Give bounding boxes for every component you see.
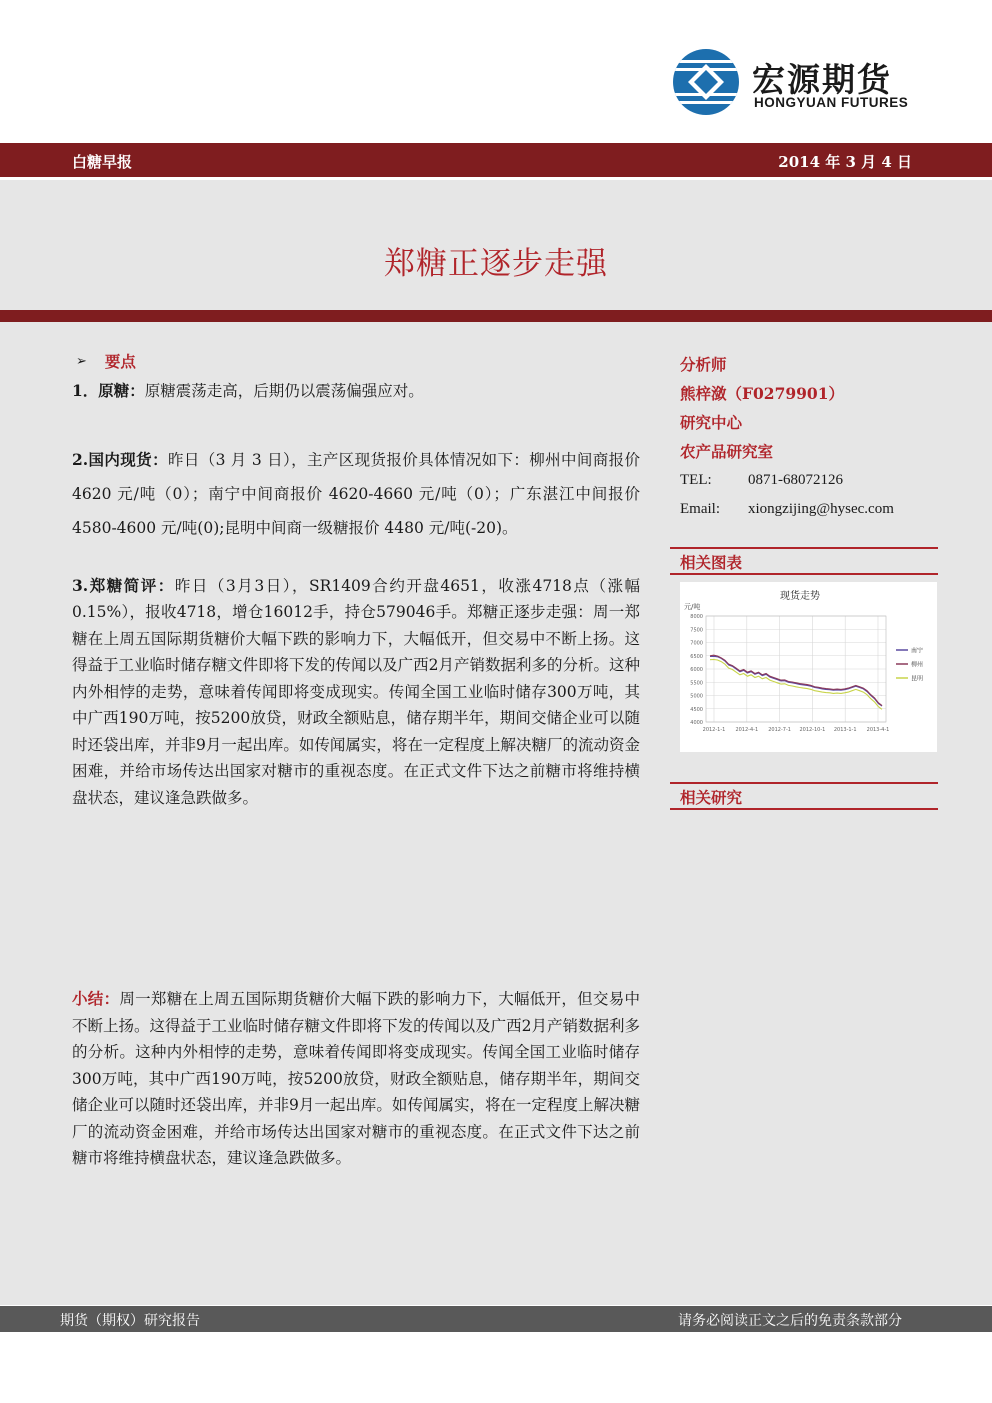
spot-price-chart: [680, 582, 937, 752]
email-label: Email:: [680, 501, 720, 517]
chart-y-tick-label: 7500: [690, 627, 703, 634]
chart-x-tick-label: 2012-1-1: [702, 727, 726, 733]
related-research-heading: [670, 782, 938, 810]
chart-legend-label: 南宁: [911, 647, 924, 655]
chart-y-tick-label: 6500: [690, 653, 703, 660]
key-points-label: 要点: [104, 352, 136, 372]
chart-y-tick-label: 5500: [690, 680, 703, 687]
header-bar: [0, 143, 992, 177]
report-title: 郑糖正逐步走强: [384, 246, 608, 282]
related-charts-heading: [670, 547, 938, 575]
chart-series-line: [710, 655, 882, 705]
company-logo: [672, 48, 932, 118]
report-page: [0, 180, 992, 1305]
paragraph-raw-sugar: [72, 378, 640, 405]
footer-report-type: 期货（期权）研究报告: [60, 1313, 200, 1329]
chart-y-tick-label: 6000: [690, 667, 703, 673]
chart-legend-label: 柳州: [911, 661, 924, 669]
summary-paragraph: [72, 986, 640, 1172]
paragraph-text: 昨日（3月3日），SR1409合约开盘4651，收涨4718点（涨幅0.15%），报收4718，增仓16012手，持仓579046手。郑糖正逐步走强：周一郑糖在上周五国际期货糖价大幅下跌的影响力下，大幅低开，但交易中不断上扬。这得益于工业临时储存糖文件即将下发的传闻以及广西2月产销数据利多的分析。这种内外相悖的走势，意味着传闻即将变成现实。传闻全国工业临时储存300万吨，其中广西190万吨，按5200放贷，财政全额贴息，储存期半年，期间交储企业可以随时还袋出库，并非9月一起出库。如传闻属实，将在一定程度上解决糖厂的流动资金困难，并给市场传达出国家对糖市的重视态度。在正式文件下达之前糖市将维持横盘状态，建议逢急跌做多。: [72, 576, 640, 807]
analyst-info: [680, 350, 938, 524]
chart-y-tick-label: 5000: [690, 693, 703, 700]
paragraph-zhengzhou-comment: [72, 573, 640, 812]
chart-y-axis-label: 元/吨: [684, 603, 701, 611]
paragraph-domestic-spot: [72, 443, 640, 545]
chart-y-tick-label: 4000: [690, 720, 703, 726]
key-points-heading: [72, 350, 640, 374]
chart-y-tick-label: 4500: [690, 706, 703, 713]
related-research-label: 相关研究: [680, 788, 743, 807]
email-value[interactable]: xiongzijing@hysec.com: [748, 501, 894, 517]
logo-name-cn: 宏源期货: [752, 60, 892, 99]
footer-bar: [0, 1306, 992, 1332]
chart-x-tick-label: 2013-4-1: [866, 727, 890, 733]
title-divider: [0, 310, 992, 322]
department-research-center: 研究中心: [680, 413, 743, 432]
tel-label: TEL:: [680, 472, 712, 488]
paragraph-text: 昨日（3 月 3 日），主产区现货报价具体情况如下：柳州中间商报价 4620 元/吨（0）；南宁中间商报价 4620-4660 元/吨（0）；广东湛江中间报价 4580-4600 元/吨(0);昆明中间商一级糖报价 4480 元/吨(-20)。: [72, 450, 640, 537]
related-charts-label: 相关图表: [680, 553, 743, 572]
chart-title: 现货走势: [780, 591, 820, 602]
report-date: 2014 年 3 月 4 日: [778, 153, 912, 171]
chart-x-tick-label: 2012-7-1: [768, 727, 791, 733]
chart-legend-label: 昆明: [911, 675, 924, 683]
summary-label: 小结：: [72, 989, 120, 1008]
paragraph-label: 3.郑糖简评：: [72, 575, 175, 595]
chart-y-tick-label: 8000: [690, 614, 703, 620]
paragraph-label: 2.国内现货：: [72, 449, 168, 469]
tel-line: [680, 466, 938, 495]
chart-x-tick-label: 2012-10-1: [799, 727, 826, 733]
footer-disclaimer[interactable]: 请务必阅读正文之后的免责条款部分: [678, 1313, 902, 1329]
chart-x-tick-label: 2013-1-1: [833, 727, 857, 733]
department-agri-research: 农产品研究室: [680, 442, 774, 461]
report-type: 白糖早报: [72, 153, 133, 171]
chart-x-tick-label: 2012-4-1: [735, 727, 759, 733]
analyst-heading: 分析师: [680, 355, 727, 374]
chart-series-line: [710, 656, 882, 706]
chart-svg: [680, 582, 937, 752]
analyst-name: 熊梓潋（F0279901）: [680, 384, 844, 403]
email-line: [680, 495, 938, 524]
main-content: [72, 350, 640, 811]
hongyuan-logo-icon: [672, 48, 740, 116]
chart-y-tick-label: 7000: [690, 640, 703, 647]
paragraph-text: 原糖震荡走高，后期仍以震荡偏强应对。: [144, 382, 424, 400]
chart-series-line: [710, 660, 882, 710]
tel-value: 0871-68072126: [748, 472, 843, 488]
summary-text: 周一郑糖在上周五国际期货糖价大幅下跌的影响力下，大幅低开，但交易中不断上扬。这得益于工业临时储存糖文件即将下发的传闻以及广西2月产销数据利多的分析。这种内外相悖的走势，意味着传闻即将变成现实。传闻全国工业临时储存300万吨，其中广西190万吨，按5200放贷，财政全额贴息，储存期半年，期间交储企业可以随时还袋出库，并非9月一起出库。如传闻属实，将在一定程度上解决糖厂的流动资金困难，并给市场传达出国家对糖市的重视态度。在正式文件下达之前糖市将维持横盘状态，建议逢急跌做多。: [72, 990, 640, 1167]
arrow-bullet-icon: ➢: [76, 354, 87, 370]
paragraph-label: 1．原糖：: [72, 381, 145, 400]
logo-name-en: HONGYUAN FUTURES: [754, 95, 909, 110]
